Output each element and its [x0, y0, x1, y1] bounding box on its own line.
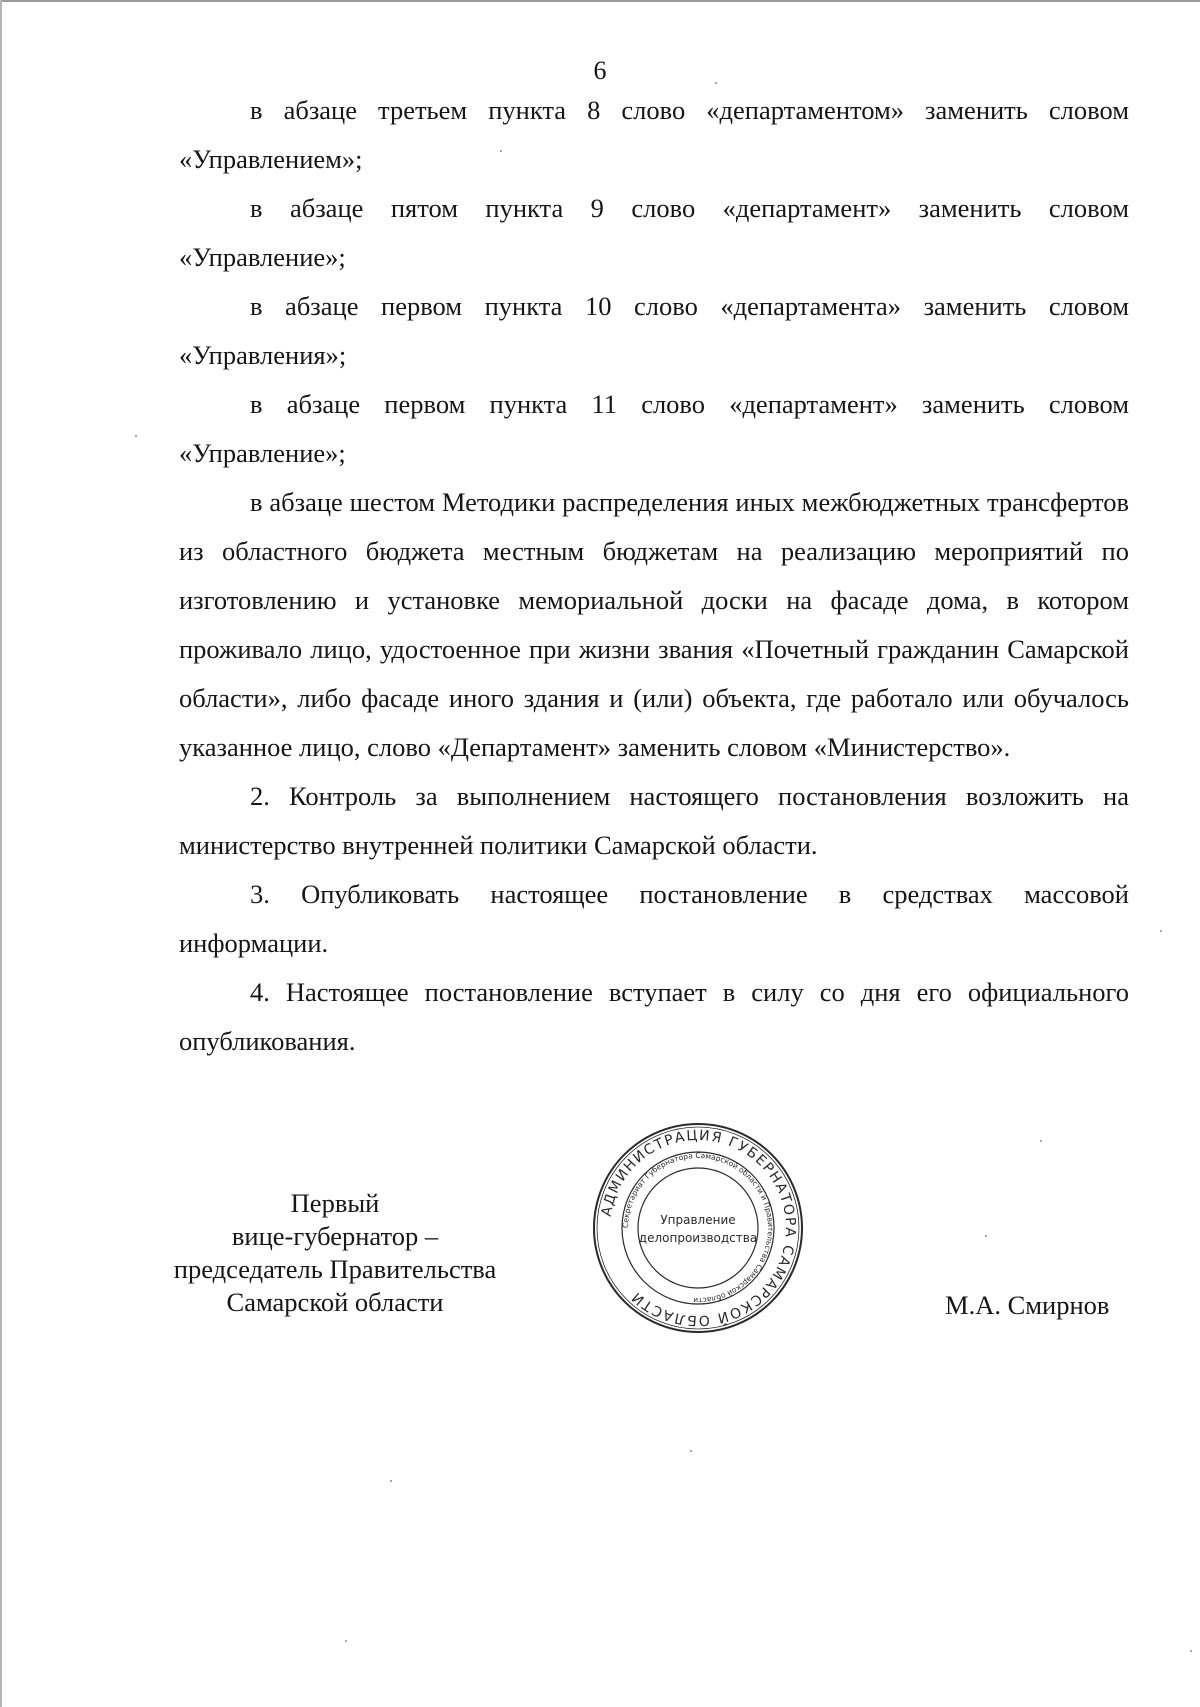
signatory-title-line: вице-губернатор –: [231, 1221, 439, 1251]
paragraph-amendment-item-9: в абзаце пятом пункта 9 слово «департамент» заменить словом «Управление»;: [179, 193, 1129, 272]
paragraph-amendment-methodology: в абзаце шестом Методики распределения иных межбюджетных трансфертов из областного бюджета местным бюджетам на реализацию мероприятий по изготовлению и установке мемориальной доски на фасаде дома, в котором проживало лицо, удостоенное при жизни звания «Почетный гражданин Самарской области», либо фасаде иного здания и (или) объекта, где работало или обучалось указанное лицо, слово «Департамент» заменить словом «Министерство».: [179, 487, 1129, 762]
paragraph-clause-4-effective: 4. Настоящее постановление вступает в силу со дня его официального опубликования.: [179, 977, 1129, 1056]
signatory-title-line: председатель Правительства: [173, 1254, 497, 1284]
page-number: 6: [593, 56, 607, 85]
document-body: [179, 86, 1129, 1066]
signatory-title-line: Первый: [290, 1188, 380, 1218]
signatory-title-line: Самарской области: [226, 1287, 444, 1317]
stamp-center-line-1: Управление: [660, 1213, 736, 1227]
scan-speck: [690, 1450, 692, 1452]
scan-speck: [345, 1640, 347, 1642]
stamp-outer-text-path: АДМИНИСТРАЦИЯ ГУБЕРНАТОРА САМАРСКОЙ ОБЛАСТИ: [598, 1127, 799, 1329]
scan-speck: [985, 1235, 987, 1237]
official-stamp: [588, 1118, 808, 1338]
signatory-name: М.А. Смирнов: [945, 1290, 1110, 1320]
scan-speck: [500, 150, 502, 152]
stamp-center-line-2: делопроизводства: [638, 1231, 758, 1245]
scan-speck: [390, 1480, 392, 1482]
scan-top-edge: [0, 0, 1200, 2]
scan-speck: [1040, 1140, 1042, 1142]
signatory-title: [150, 1187, 520, 1319]
paragraph-amendment-item-8: в абзаце третьем пункта 8 слово «департаментом» заменить словом «Управлением»;: [179, 95, 1129, 174]
paragraph-clause-2-control: 2. Контроль за выполнением настоящего постановления возложить на министерство внутренней политики Самарской области.: [179, 781, 1129, 860]
scan-speck: [1190, 1650, 1192, 1652]
scan-speck: [1160, 930, 1162, 932]
scan-speck: [715, 82, 717, 84]
stamp-seal-graphic: [588, 1118, 808, 1338]
paragraph-clause-3-publish: 3. Опубликовать настоящее постановление в средствах массовой информации.: [179, 879, 1129, 958]
stamp-inner-text-path: Секретариат Губернатора Самарской области и Правительства Самарской области: [620, 1150, 776, 1306]
scan-left-edge: [0, 0, 2, 1707]
paragraph-amendment-item-11: в абзаце первом пункта 11 слово «департамент» заменить словом «Управление»;: [179, 389, 1129, 468]
scan-speck: [135, 435, 137, 437]
paragraph-amendment-item-10: в абзаце первом пункта 10 слово «департамента» заменить словом «Управления»;: [179, 291, 1129, 370]
stamp-inner-border: [638, 1168, 758, 1288]
